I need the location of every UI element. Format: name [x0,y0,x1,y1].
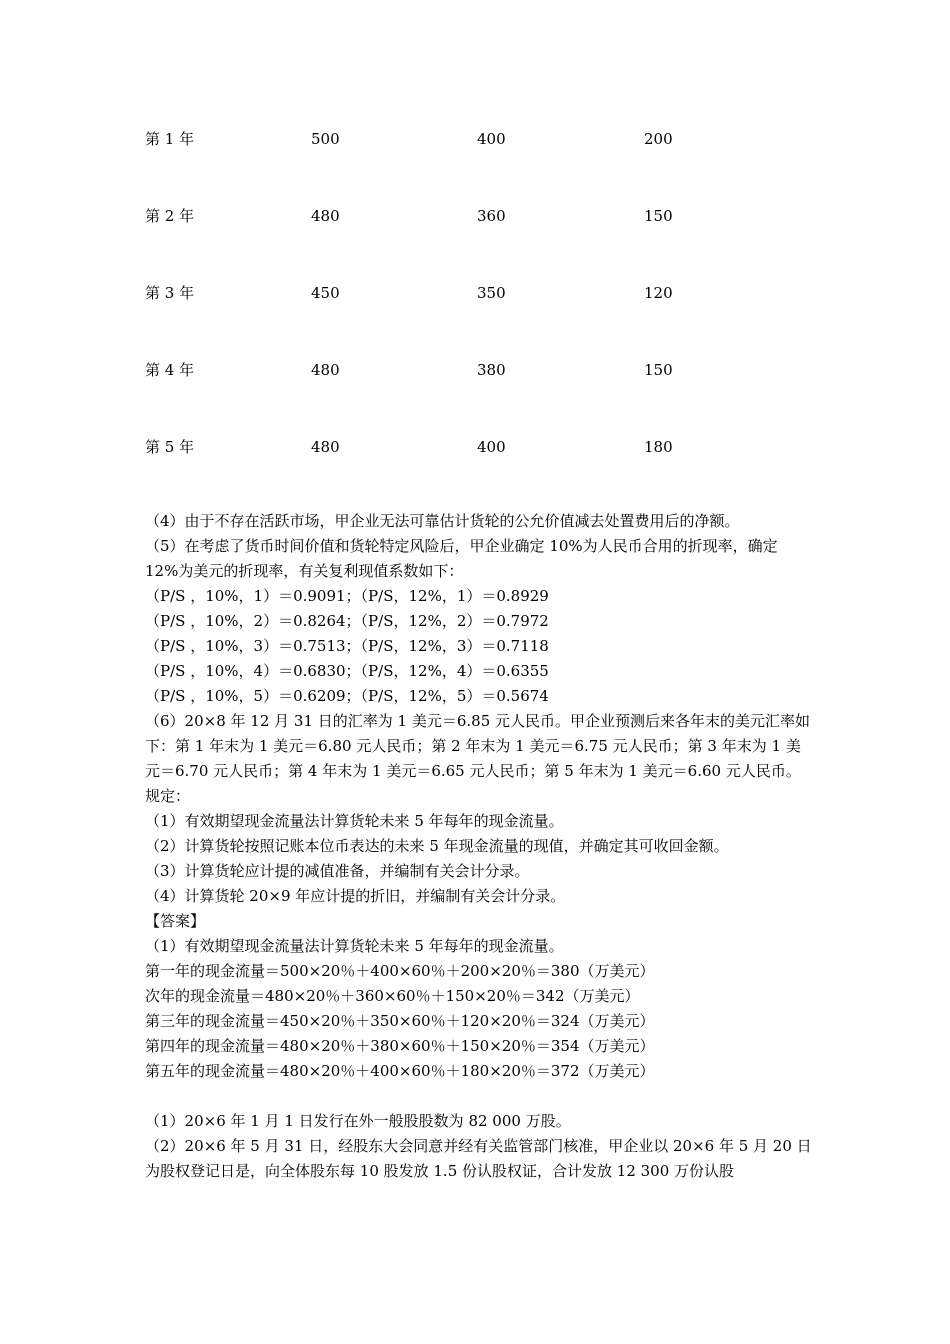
discount-factor-line: （P/S ，10%，3）＝0.7513；（P/S，12%，3）＝0.7118 [145,637,549,655]
table-cell-value: 480 [311,206,340,225]
discount-factor-line: （P/S ，10%，5）＝0.6209；（P/S，12%，5）＝0.5674 [145,687,549,705]
table-cell-value: 480 [311,437,340,456]
blank-line [145,1084,813,1109]
table-cell-value: 450 [311,283,340,302]
table-cell-value: 400 [477,437,506,456]
table-cell-value: 400 [477,129,506,148]
next-question-item-2: （2）20×6 年 5 月 31 日，经股东大会同意并经有关监管部门核准，甲企业以 20×6 年 5 月 20 日为股权登记日是，向全体股东每 10 股发放 1.5 份认股权证，合计发放 12 300 万份认股 [145,1137,812,1180]
next-question-item-1: （1）20×6 年 1 月 1 日发行在外一般股股数为 82 000 万股。 [145,1112,571,1130]
table-cell-year: 第 4 年 [145,361,195,379]
table-row [145,177,764,254]
requirements-heading: 规定： [145,787,191,805]
discount-factor-line: （P/S ，10%，4）＝0.6830；（P/S，12%，4）＝0.6355 [145,662,549,680]
discount-factor-line: （P/S ，10%，1）＝0.9091；（P/S，12%，1）＝0.8929 [145,587,549,605]
condition-item-6: （6）20×8 年 12 月 31 日的汇率为 1 美元＝6.85 元人民币。甲企业预测后来各年末的美元汇率如下：第 1 年末为 1 美元＝6.80 元人民币；第 2 年末为 1 美元＝6.75 元人民币；第 3 年末为 1 美元＝6.70 元人民币；第 4 年末为 1 美元＝6.65 元人民币；第 5 年末为 1 美元＝6.60 元人民币。 [145,712,811,780]
answer-line: 第四年的现金流量＝480×20％＋380×60％＋150×20％＝354（万美元） [145,1037,655,1055]
table-cell-value: 350 [477,283,506,302]
answer-heading: 【答案】 [145,912,206,930]
answer-line: 第三年的现金流量＝450×20％＋350×60％＋120×20％＝324（万美元） [145,1012,655,1030]
answer-line: 第一年的现金流量＝500×20％＋400×60％＋200×20％＝380（万美元） [145,962,655,980]
answer-intro: （1）有效期望现金流量法计算货轮未来 5 年每年的现金流量。 [145,937,564,955]
table-cell-year: 第 3 年 [145,284,195,302]
answer-line: 第五年的现金流量＝480×20％＋400×60％＋180×20％＝372（万美元） [145,1062,655,1080]
table-cell-value: 360 [477,206,506,225]
table-cell-value: 500 [311,129,340,148]
table-cell-year: 第 2 年 [145,207,195,225]
requirement-item: （2）计算货轮按照记账本位币表达的未来 5 年现金流量的现值，并确定其可收回金额。 [145,837,729,855]
condition-item-5: （5）在考虑了货币时间价值和货轮特定风险后，甲企业确定 10%为人民币合用的折现率，确定 12%为美元的折现率，有关复利现值系数如下： [145,537,778,580]
table-cell-value: 150 [644,206,673,225]
body-text [145,509,813,1184]
discount-factor-line: （P/S ，10%，2）＝0.8264；（P/S，12%，2）＝0.7972 [145,612,549,630]
cash-flow-table-body [145,100,764,485]
table-cell-value: 200 [644,129,673,148]
table-row [145,100,764,177]
table-cell-year: 第 1 年 [145,130,195,148]
table-cell-value: 480 [311,360,340,379]
table-row [145,254,764,331]
requirement-item: （1）有效期望现金流量法计算货轮未来 5 年每年的现金流量。 [145,812,564,830]
condition-item-4: （4）由于不存在活跃市场，甲企业无法可靠估计货轮的公允价值减去处置费用后的净额。 [145,512,740,530]
table-row [145,331,764,408]
cash-flow-table [145,100,764,485]
table-cell-value: 150 [644,360,673,379]
table-cell-value: 180 [644,437,673,456]
table-cell-value: 380 [477,360,506,379]
requirement-item: （4）计算货轮 20×9 年应计提的折旧，并编制有关会计分录。 [145,887,566,905]
table-row [145,408,764,485]
requirement-item: （3）计算货轮应计提的减值准备，并编制有关会计分录。 [145,862,530,880]
answer-line: 次年的现金流量＝480×20％＋360×60％＋150×20％＝342（万美元） [145,987,640,1005]
table-cell-value: 120 [644,283,673,302]
table-cell-year: 第 5 年 [145,438,195,456]
